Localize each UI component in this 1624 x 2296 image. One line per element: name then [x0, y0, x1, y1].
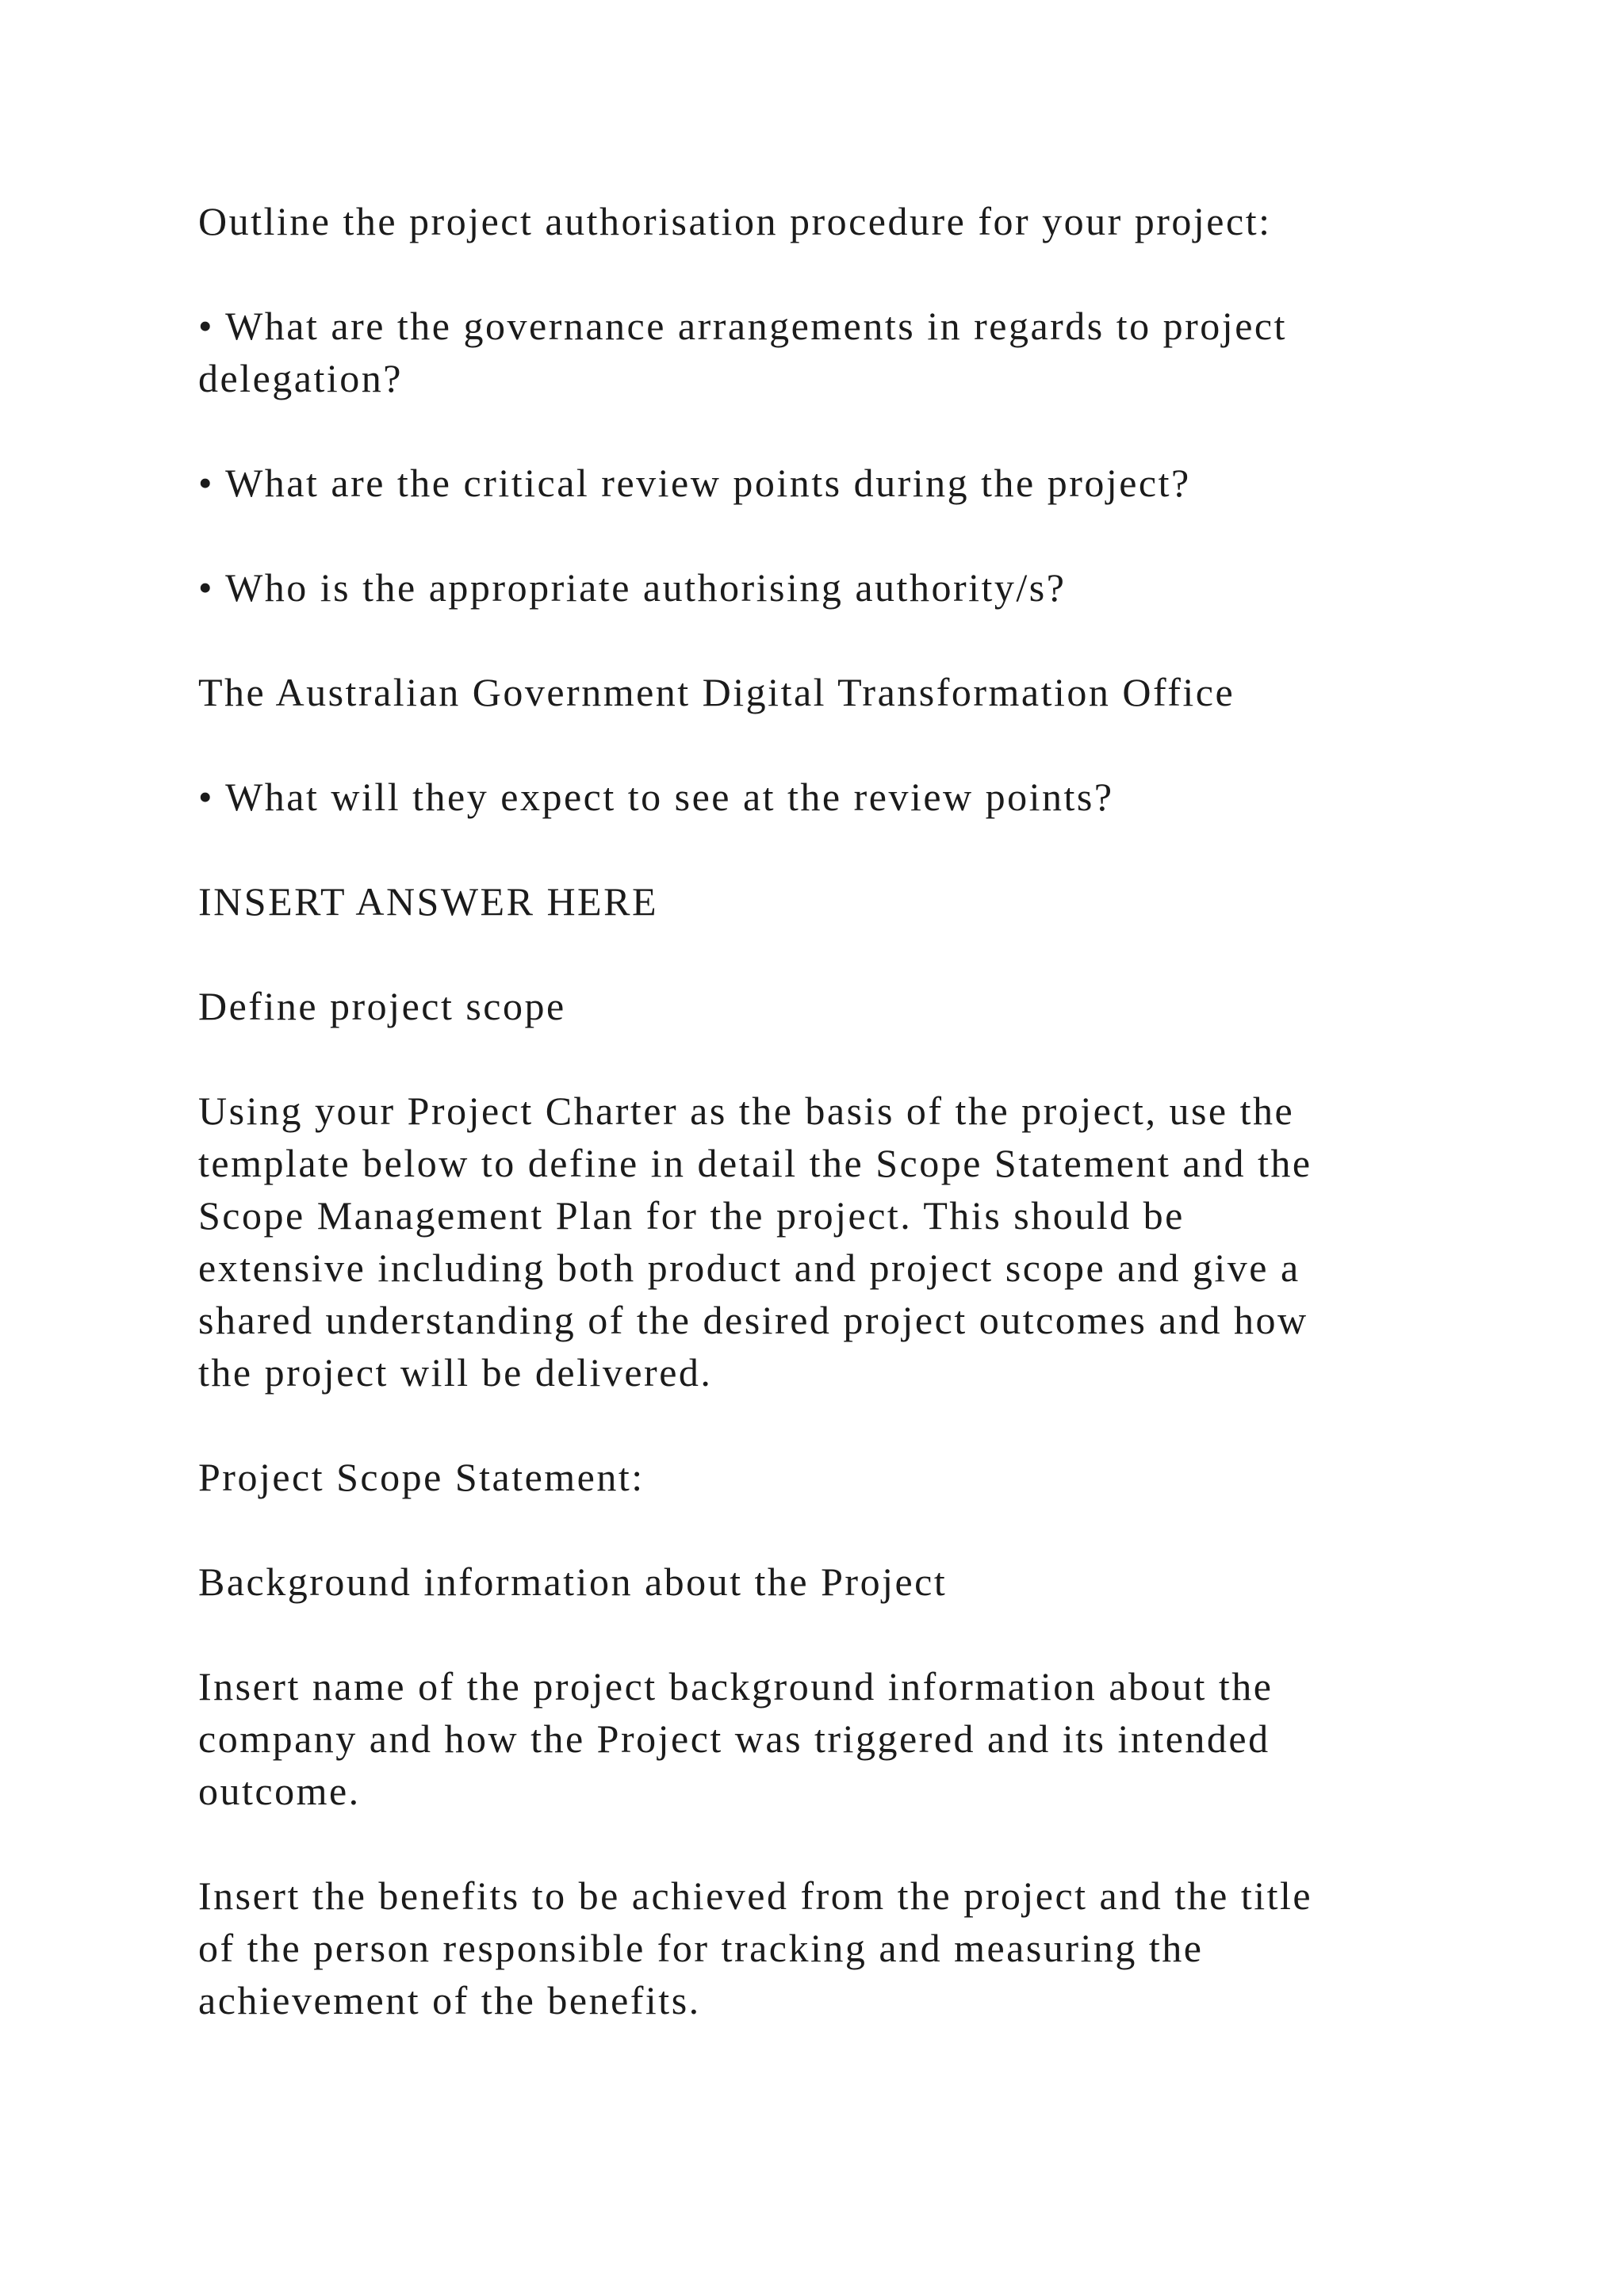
bullet-governance-line-1: • What are the governance arrangements in regards to project: [198, 304, 1287, 348]
bullet-review-expectations: • What will they expect to see at the review points?: [198, 775, 1114, 819]
heading-define-project-scope: Define project scope: [198, 984, 566, 1028]
bullet-governance-line-2: delegation?: [198, 356, 403, 400]
paragraph-benefits-line-2: of the person responsible for tracking and measuring the: [198, 1926, 1204, 1970]
paragraph-scope-instructions-line-4: extensive including both product and project scope and give a: [198, 1246, 1300, 1290]
paragraph-background-line-1: Insert name of the project background information about the: [198, 1664, 1274, 1709]
paragraph-authorisation-procedure: Outline the project authorisation procedure for your project:: [198, 199, 1272, 243]
paragraph-authority-name: The Australian Government Digital Transformation Office: [198, 670, 1235, 714]
paragraph-scope-instructions-line-6: the project will be delivered.: [198, 1350, 713, 1395]
paragraph-scope-instructions-line-5: shared understanding of the desired project outcomes and how: [198, 1298, 1308, 1342]
paragraph-background-line-2: company and how the Project was triggered and its intended: [198, 1716, 1270, 1761]
answer-placeholder: INSERT ANSWER HERE: [198, 879, 658, 924]
paragraph-scope-instructions-line-3: Scope Management Plan for the project. This should be: [198, 1193, 1185, 1238]
bullet-critical-review-points: • What are the critical review points during the project?: [198, 461, 1191, 505]
paragraph-benefits-line-3: achievement of the benefits.: [198, 1978, 701, 2022]
paragraph-scope-instructions-line-2: template below to define in detail the Scope Statement and the: [198, 1141, 1312, 1185]
heading-project-scope-statement: Project Scope Statement:: [198, 1455, 645, 1499]
bullet-authorising-authority: • Who is the appropriate authorising authority/s?: [198, 565, 1067, 610]
paragraph-background-line-3: outcome.: [198, 1769, 361, 1813]
heading-background-information: Background information about the Project: [198, 1559, 948, 1604]
paragraph-benefits-line-1: Insert the benefits to be achieved from the project and the title: [198, 1873, 1313, 1918]
paragraph-scope-instructions-line-1: Using your Project Charter as the basis of the project, use the: [198, 1089, 1295, 1133]
